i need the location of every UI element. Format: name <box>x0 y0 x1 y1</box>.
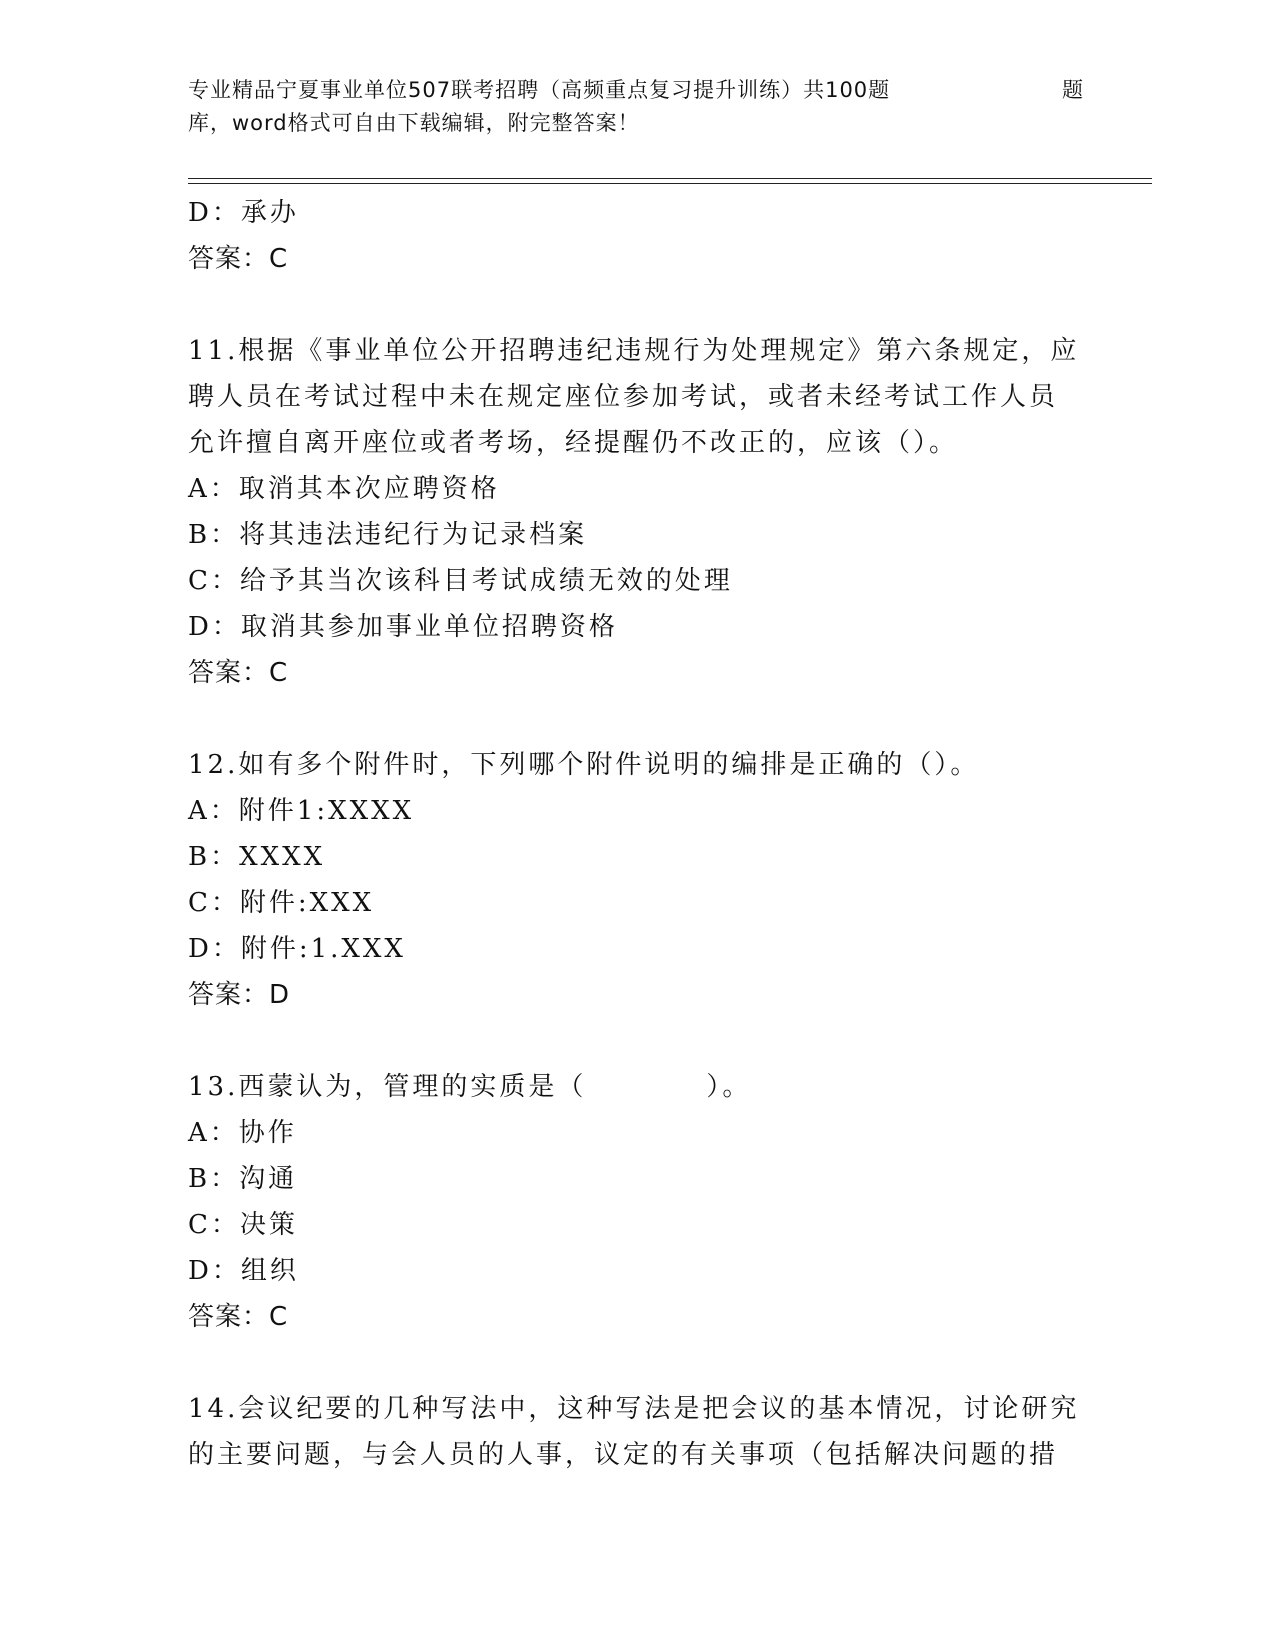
q12-option-c: C：附件:XXX <box>188 888 375 918</box>
header-divider-bottom <box>188 183 1152 184</box>
q13-option-b: B：沟通 <box>188 1164 298 1194</box>
question-list <box>188 190 1088 1478</box>
question-11 <box>188 328 1088 696</box>
q11-option-c: C：给予其当次该科目考试成绩无效的处理 <box>188 566 733 596</box>
q14-stem-line1: 14.会议纪要的几种写法中，这种写法是把会议的基本情况，讨论研究 <box>188 1394 1080 1424</box>
q10-answer: 答案：C <box>188 244 289 274</box>
header-title-line1 <box>188 74 1088 107</box>
q12-stem-line1: 12.如有多个附件时，下列哪个附件说明的编排是正确的（）。 <box>188 750 980 780</box>
spacer <box>188 282 1088 328</box>
q11-answer: 答案：C <box>188 658 289 688</box>
spacer <box>188 1018 1088 1064</box>
q12-option-d: D：附件:1.XXX <box>188 934 406 964</box>
q13-answer: 答案：C <box>188 1302 289 1332</box>
spacer <box>188 696 1088 742</box>
q13-option-d: D：组织 <box>188 1256 299 1286</box>
q12-option-b: B：XXXX <box>188 842 326 872</box>
header-title-text: 专业精品宁夏事业单位507联考招聘（高频重点复习提升训练）共100题 <box>188 78 891 102</box>
q10-option-d: D：承办 <box>188 198 299 228</box>
q11-option-d: D：取消其参加事业单位招聘资格 <box>188 612 618 642</box>
q11-option-b: B：将其违法违纪行为记录档案 <box>188 520 588 550</box>
q11-option-a: A：取消其本次应聘资格 <box>188 474 500 504</box>
header-divider-top <box>188 178 1152 179</box>
question-14 <box>188 1386 1088 1478</box>
page-header <box>188 74 1088 140</box>
q13-stem-pre: 13.西蒙认为，管理的实质是（ <box>188 1072 587 1102</box>
q13-stem-line1 <box>188 1064 1088 1110</box>
q11-stem-line2: 聘人员在考试过程中未在规定座位参加考试，或者未经考试工作人员 <box>188 382 1059 412</box>
q13-option-a: A：协作 <box>188 1118 297 1148</box>
question-13 <box>188 1064 1088 1340</box>
q14-stem-line2: 的主要问题，与会人员的人事，议定的有关事项（包括解决问题的措 <box>188 1440 1059 1470</box>
q13-option-c: C：决策 <box>188 1210 298 1240</box>
header-title-line2: 库，word格式可自由下载编辑，附完整答案！ <box>188 111 640 135</box>
spacer <box>188 1340 1088 1386</box>
header-title-end: 题 <box>1062 78 1084 102</box>
q11-stem-line1: 11.根据《事业单位公开招聘违纪违规行为处理规定》第六条规定，应 <box>188 336 1080 366</box>
q12-option-a: A：附件1:XXXX <box>188 796 415 826</box>
question-12 <box>188 742 1088 1018</box>
q13-stem-post: ）。 <box>706 1072 752 1102</box>
q12-answer: 答案：D <box>188 980 291 1010</box>
q11-stem-line3: 允许擅自离开座位或者考场，经提醒仍不改正的，应该（）。 <box>188 428 959 458</box>
